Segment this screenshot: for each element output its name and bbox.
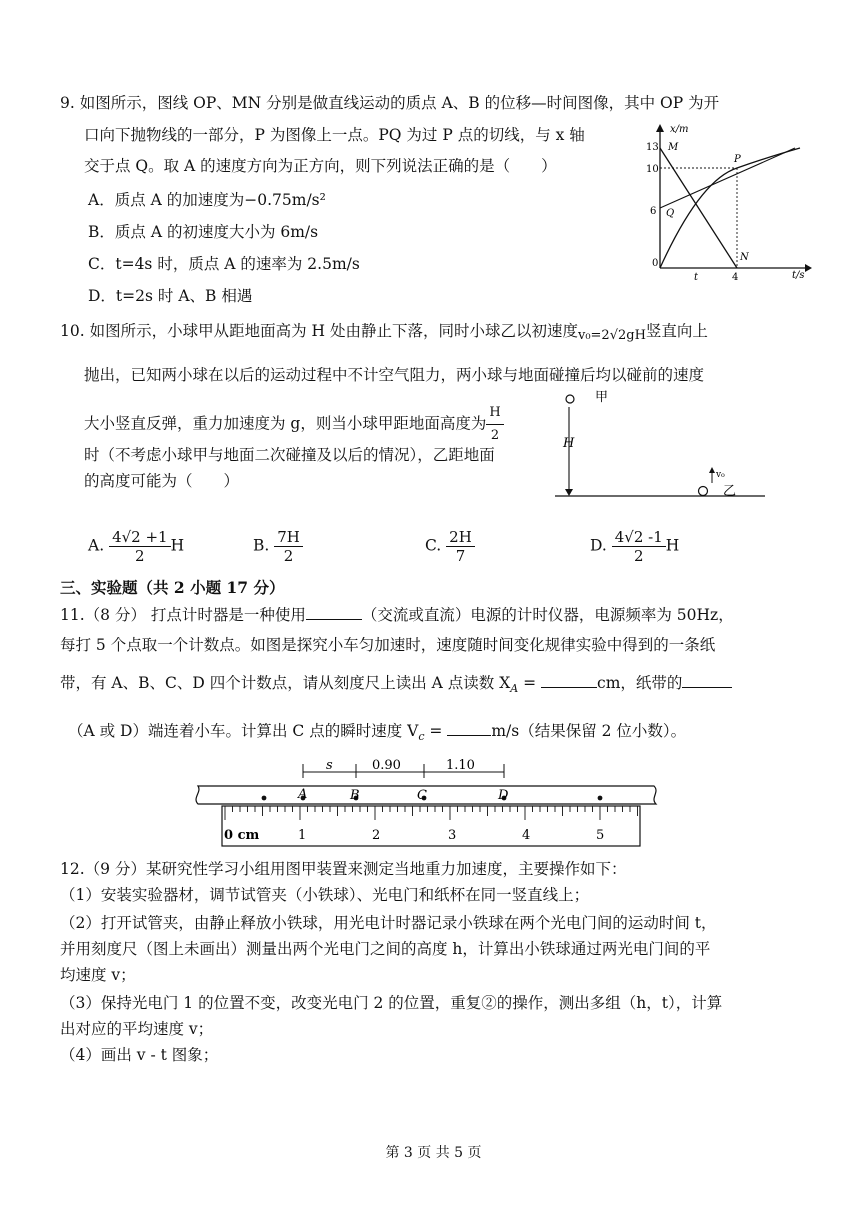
- q11-line-2: 每打 5 个点取一个计数点。如图是探究小车匀加速时，速度随时间变化规律实验中得到的一条纸: [60, 636, 716, 654]
- x-axis-label: t/s: [792, 270, 805, 280]
- label-q: Q: [666, 208, 675, 219]
- car-end-blank[interactable]: [682, 687, 732, 688]
- ball-yi-label: 乙: [723, 484, 737, 499]
- ruler-label-2: 2: [372, 828, 381, 843]
- height-arrow-head-icon: [565, 489, 573, 496]
- height-label: H: [563, 436, 575, 451]
- q11-line-4: （A 或 D）端连着小车。计算出 C 点的瞬时速度 $V_c = m/s$（结果保留 2 位小数）。: [68, 722, 687, 744]
- span-s-label: s: [326, 758, 333, 773]
- tangent-pq: [660, 148, 795, 208]
- label-n: N: [740, 252, 749, 263]
- v0-formula: v₀=2√2gH: [577, 328, 646, 343]
- page-footer: 第 3 页 共 5 页: [385, 1145, 482, 1161]
- y-tick-6: 6: [650, 206, 657, 217]
- v0-arrow-head-icon: [709, 467, 715, 473]
- q12-line-1: 12.（9 分）某研究性学习小组用图甲装置来测定当地重力加速度，主要操作如下：: [60, 860, 627, 878]
- q10-balls-figure: [555, 385, 767, 501]
- q10-option-a: A. $\frac{4√2 +1}{2}$ H: [88, 528, 185, 565]
- ruler-label-3: 3: [448, 828, 457, 843]
- ball-jia-icon: [566, 395, 574, 403]
- q11-ruler-tape-figure: [188, 752, 664, 850]
- q9-line-2: 口向下抛物线的一部分，P 为图像上一点。PQ 为过 P 点的切线，与 x 轴: [84, 126, 585, 144]
- q9-option-a: A．质点 A 的加速度为−0.75m/s²: [88, 191, 326, 209]
- q11-line-1: 11.（8 分） 打点计时器是一种使用 （交流或直流）电源的计时仪器，电源频率为 50Hz，: [60, 606, 734, 624]
- curve-op: [660, 148, 800, 268]
- q9-option-b: B．质点 A 的初速度大小为 6m/s: [88, 223, 319, 241]
- q12-line-6: （3）保持光电门 1 的位置不变，改变光电门 2 的位置，重复②的操作，测出多组（h，t），计算: [60, 994, 723, 1012]
- q11-line-3: 带，有 A、B、C、D 四个计数点，请从刻度尺上读出 A 点读数 $X_A$ = cm，纸带的: [60, 672, 732, 700]
- q12-line-7: 出对应的平均速度 v；: [60, 1020, 214, 1038]
- v0-label: v₀: [716, 470, 725, 480]
- x-tick-t: t: [694, 272, 699, 280]
- y-tick-13: 13: [646, 142, 659, 153]
- q10-option-d: D. $\frac{4√2 -1}{2}$ H: [590, 528, 680, 565]
- q9-line-1: 9. 如图所示，图线 OP、MN 分别是做直线运动的质点 A、B 的位移—时间图像，其中 OP 为开: [60, 94, 720, 112]
- span-090-label: 0.90: [372, 758, 401, 773]
- xa-reading-blank[interactable]: [541, 687, 597, 688]
- ruler-label-4: 4: [522, 828, 531, 843]
- q10-option-b: B. $\frac{7H}{2}$: [253, 528, 303, 565]
- x-axis-arrow-icon: [805, 264, 812, 272]
- q9-option-d: D．t=2s 时 A、B 相遇: [88, 287, 253, 305]
- section-3-heading: 三、实验题（共 2 小题 17 分）: [60, 578, 285, 597]
- y-tick-10: 10: [646, 164, 659, 175]
- span-110-label: 1.10: [446, 758, 475, 773]
- ball-yi-icon: [699, 487, 708, 496]
- tape-dot: [262, 796, 267, 801]
- point-d-label: D: [498, 788, 509, 803]
- label-p: P: [734, 154, 741, 165]
- q10-line-3: 大小竖直反弹，重力加速度为 g，则当小球甲距地面高度为 $\frac{H}{2}$: [84, 402, 504, 447]
- power-type-blank[interactable]: [306, 619, 362, 620]
- q10-line-5: 的高度可能为（ ）: [84, 472, 240, 490]
- point-a-label: A: [298, 787, 308, 802]
- q12-line-5: 均速度 v；: [60, 966, 136, 984]
- y-axis-arrow-icon: [656, 124, 664, 132]
- q12-line-3: （2）打开试管夹，由静止释放小铁球，用光电计时器记录小铁球在两个光电门间的运动时间 t，: [60, 914, 717, 932]
- q10-line-4: 时（不考虑小球甲与地面二次碰撞及以后的情况），乙距地面: [84, 446, 495, 464]
- vc-velocity-blank[interactable]: [447, 735, 491, 736]
- q10-option-c: C. $\frac{2H}{7}$: [425, 528, 475, 565]
- q12-line-8: （4）画出 v - t 图象；: [60, 1046, 219, 1064]
- ruler-label-5: 5: [596, 828, 605, 843]
- tape-dot: [598, 796, 603, 801]
- x-tick-4: 4: [732, 272, 739, 280]
- y-axis-label: x/m: [670, 124, 689, 135]
- point-b-label: B: [350, 788, 360, 803]
- q9-line-3: 交于点 Q。取 A 的速度方向为正方向，则下列说法正确的是（ ）: [84, 157, 557, 175]
- q9-option-c: C．t=4s 时，质点 A 的速率为 2.5m/s: [88, 255, 360, 273]
- point-c-label: C: [417, 788, 427, 803]
- origin-label: 0: [652, 258, 659, 269]
- q12-line-2: （1）安装实验器材，调节试管夹（小铁球）、光电门和纸杯在同一竖直线上；: [60, 886, 590, 904]
- ball-jia-label: 甲: [595, 390, 609, 405]
- q10-line-2: 抛出，已知两小球在以后的运动过程中不计空气阻力，两小球与地面碰撞后均以碰前的速度: [84, 366, 705, 384]
- q9-position-time-graph: [640, 120, 815, 280]
- h-half-fraction: $\frac{H}{2}$: [486, 402, 503, 447]
- q10-line-1: 10. 如图所示，小球甲从距地面高为 H 处由静止下落，同时小球乙以初速度v₀=2√2gH竖直向上: [60, 322, 708, 343]
- ruler-label-0: 0 cm: [224, 828, 260, 843]
- ruler-label-1: 1: [298, 828, 307, 843]
- label-m: M: [668, 142, 679, 153]
- q12-line-4: 并用刻度尺（图上未画出）测量出两个光电门之间的高度 h，计算出小铁球通过两光电门间的平: [60, 940, 711, 958]
